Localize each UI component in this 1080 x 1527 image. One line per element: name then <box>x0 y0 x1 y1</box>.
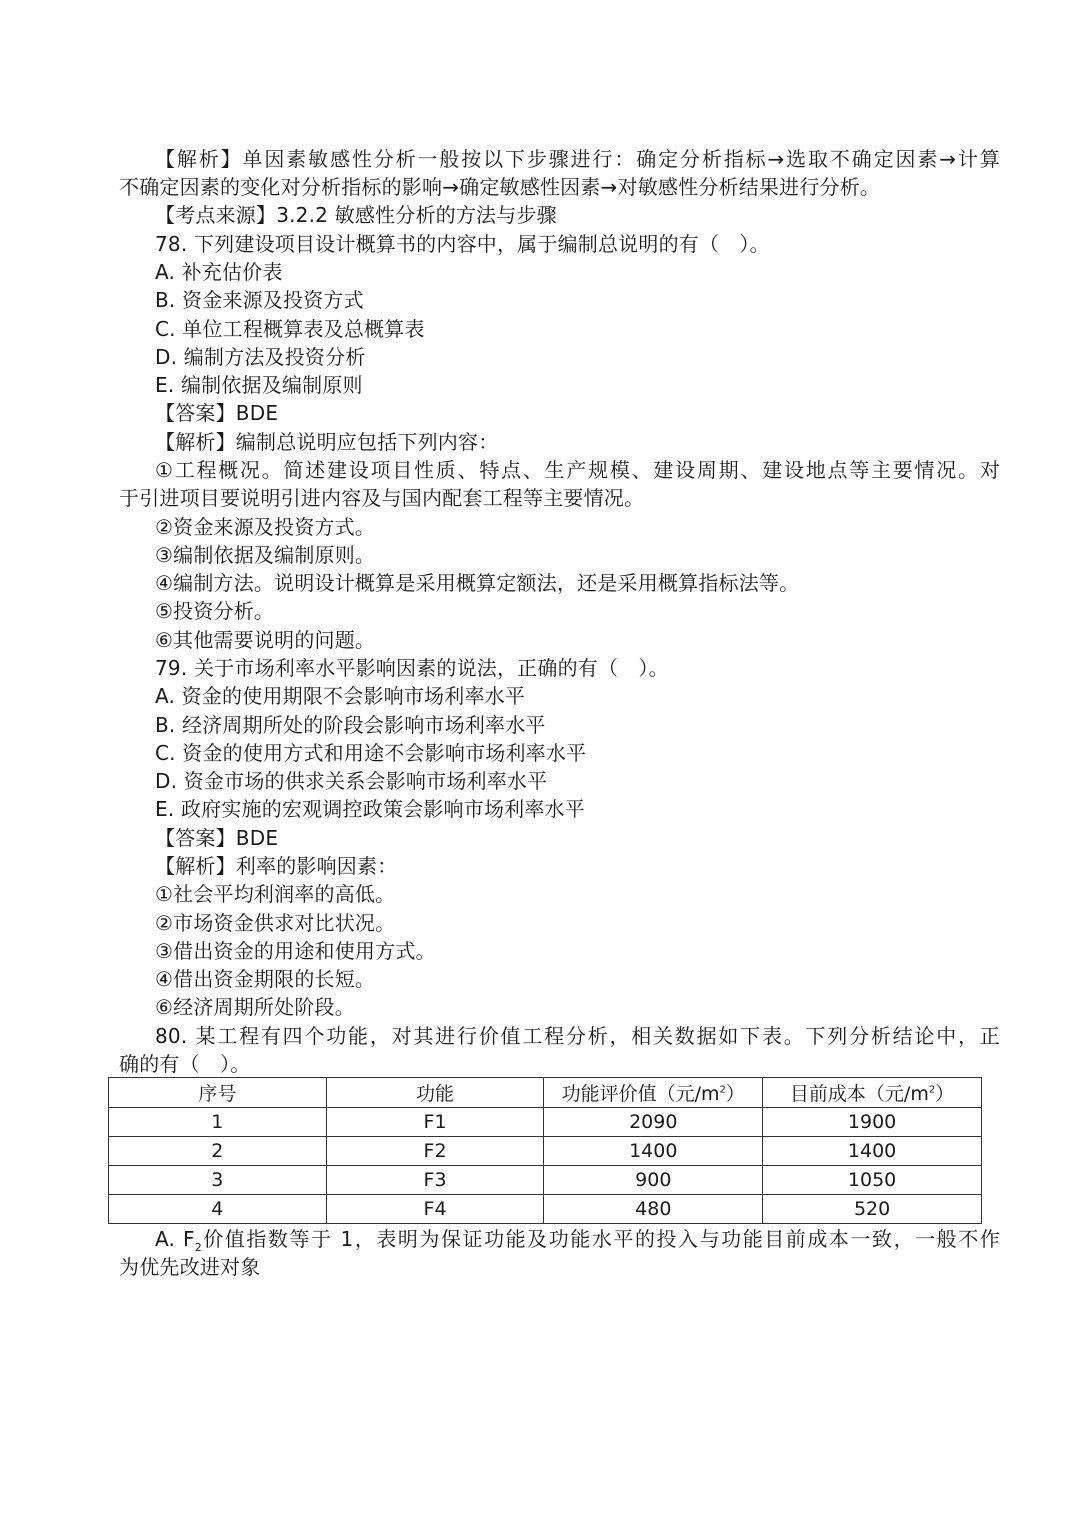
question-79: 79. 关于市场利率水平影响因素的说法，正确的有（ ）。 <box>155 656 669 680</box>
analysis-line: ④编制方法。说明设计概算是采用概算定额法，还是采用概算指标法等。 <box>155 571 800 595</box>
cell-no: 3 <box>109 1166 327 1195</box>
analysis-line: ③借出资金的用途和使用方式。 <box>155 939 436 963</box>
option-line: E. 编制依据及编制原则 <box>155 373 363 397</box>
option-line: D. 资金市场的供求关系会影响市场利率水平 <box>155 769 548 793</box>
cell-current-cost: 1400 <box>763 1137 982 1166</box>
analysis-line: ⑤投资分析。 <box>155 599 275 623</box>
option-line: D. 编制方法及投资分析 <box>155 345 366 369</box>
header-no: 序号 <box>109 1078 327 1108</box>
table-row <box>109 1137 982 1166</box>
table-row <box>109 1195 982 1224</box>
analysis-line: ②资金来源及投资方式。 <box>155 515 376 539</box>
cell-current-cost: 1900 <box>763 1108 982 1137</box>
analysis-line: ⑥其他需要说明的问题。 <box>155 628 376 652</box>
question-80: 80. 某工程有四个功能，对其进行价值工程分析，相关数据如下表。下列分析结论中，正 <box>155 1024 1000 1048</box>
option-line: B. 经济周期所处的阶段会影响市场利率水平 <box>155 713 546 737</box>
cell-eval-value: 2090 <box>544 1108 763 1137</box>
answer-line: 【答案】BDE <box>155 826 279 850</box>
header-current-cost: 目前成本（元$/m^2$） <box>763 1078 982 1108</box>
analysis-line: 【解析】编制总说明应包括下列内容： <box>155 430 499 454</box>
cell-eval-value: 900 <box>544 1166 763 1195</box>
cell-current-cost: 1050 <box>763 1166 982 1195</box>
cell-function: F1 <box>326 1108 544 1137</box>
table-row <box>109 1108 982 1137</box>
header-function: 功能 <box>326 1078 544 1108</box>
option-line: B. 资金来源及投资方式 <box>155 288 364 312</box>
option-line: A. 补充估价表 <box>155 260 283 284</box>
analysis-line: 不确定因素的变化对分析指标的影响→确定敏感性因素→对敏感性分析结果进行分析。 <box>119 175 881 199</box>
cell-function: F3 <box>326 1166 544 1195</box>
cell-no: 1 <box>109 1108 327 1137</box>
question-78: 78. 下列建设项目设计概算书的内容中，属于编制总说明的有（ ）。 <box>155 232 770 256</box>
cell-function: F4 <box>326 1195 544 1224</box>
cell-no: 4 <box>109 1195 327 1224</box>
header-eval-value: 功能评价值（元$/m^2$） <box>544 1078 763 1108</box>
analysis-line: 【解析】利率的影响因素： <box>155 854 398 878</box>
value-engineering-table <box>108 1077 982 1224</box>
table-row <box>109 1166 982 1195</box>
cell-eval-value: 480 <box>544 1195 763 1224</box>
analysis-line: 【解析】单因素敏感性分析一般按以下步骤进行：确定分析指标→选取不确定因素→计算 <box>155 147 1000 171</box>
cell-eval-value: 1400 <box>544 1137 763 1166</box>
analysis-line: ③编制依据及编制原则。 <box>155 543 376 567</box>
option-a-line: A. $F_2$价值指数等于 1，表明为保证功能及功能水平的投入与功能目前成本一致，一般不作 <box>155 1227 1000 1254</box>
analysis-line: ⑥经济周期所处阶段。 <box>155 995 355 1019</box>
option-a-cont: 为优先改进对象 <box>119 1255 261 1279</box>
answer-line: 【答案】BDE <box>155 401 279 425</box>
analysis-line: ④借出资金期限的长短。 <box>155 967 376 991</box>
analysis-line: ②市场资金供求对比状况。 <box>155 911 396 935</box>
table-header-row <box>109 1078 982 1108</box>
option-line: C. 单位工程概算表及总概算表 <box>155 317 425 341</box>
option-line: E. 政府实施的宏观调控政策会影响市场利率水平 <box>155 797 585 821</box>
cell-no: 2 <box>109 1137 327 1166</box>
cell-function: F2 <box>326 1137 544 1166</box>
analysis-line: ①社会平均利润率的高低。 <box>155 882 396 906</box>
cell-current-cost: 520 <box>763 1195 982 1224</box>
option-line: A. 资金的使用期限不会影响市场利率水平 <box>155 684 526 708</box>
question-80-cont: 确的有（ ）。 <box>119 1052 251 1076</box>
option-line: C. 资金的使用方式和用途不会影响市场利率水平 <box>155 741 587 765</box>
analysis-line: 于引进项目要说明引进内容及与国内配套工程等主要情况。 <box>119 486 645 510</box>
analysis-line: ①工程概况。简述建设项目性质、特点、生产规模、建设周期、建设地点等主要情况。对 <box>155 458 1000 482</box>
source-line: 【考点来源】3.2.2 敏感性分析的方法与步骤 <box>155 203 557 227</box>
